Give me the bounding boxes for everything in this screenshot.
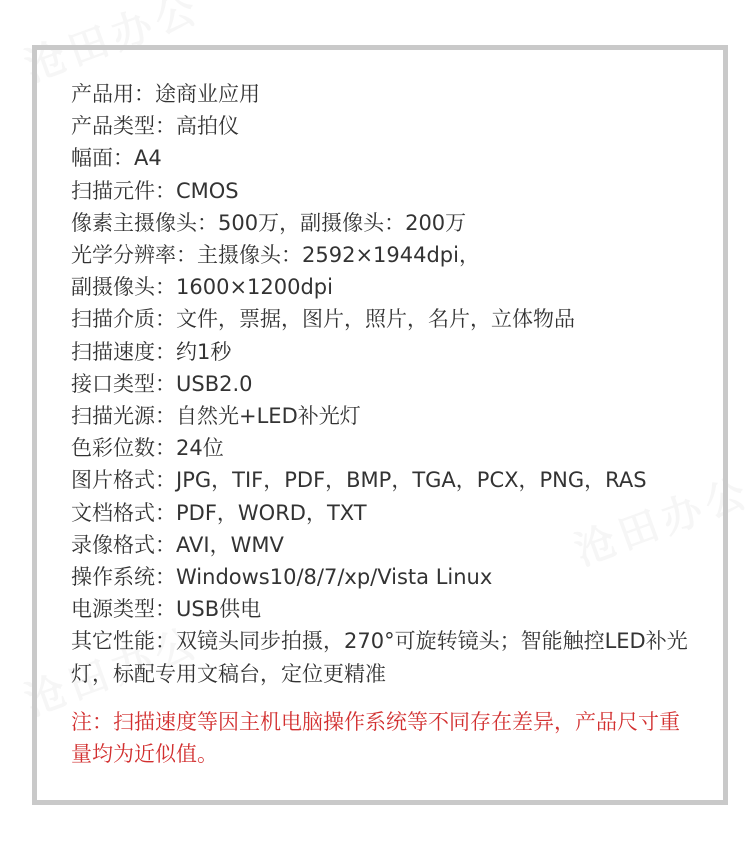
spec-line-document-formats: 文档格式：PDF，WORD，TXT — [71, 500, 367, 525]
spec-line-image-formats: 图片格式：JPG，TIF，PDF，BMP，TGA，PCX，PNG，RAS — [71, 468, 647, 493]
spec-line-optical-resolution: 光学分辨率：主摄像头：2592×1944dpi， — [71, 243, 480, 268]
spec-line-scan-media: 扫描介质：文件，票据，图片，照片，名片，立体物品 — [71, 307, 575, 332]
spec-line-product-type: 产品类型：高拍仪 — [71, 114, 239, 139]
spec-line-usage: 产品用：途商业应用 — [71, 82, 260, 106]
spec-line-video-formats: 录像格式：AVI，WMV — [71, 532, 284, 557]
spec-line-secondary-camera: 副摄像头：1600×1200dpi — [71, 275, 333, 300]
disclaimer-note: 注：扫描速度等因主机电脑操作系统等不同存在差异，产品尺寸重量均为近似值。 — [71, 709, 680, 766]
spec-content — [71, 78, 701, 770]
spec-line-scan-element: 扫描元件：CMOS — [71, 178, 239, 203]
spec-line-light-source: 扫描光源：自然光+LED补光灯 — [71, 404, 361, 429]
spec-line-power: 电源类型：USB供电 — [71, 597, 262, 622]
spec-line-interface: 接口类型：USB2.0 — [71, 371, 253, 396]
spec-line-format: 幅面：A4 — [71, 146, 162, 171]
spec-line-scan-speed: 扫描速度：约1秒 — [71, 339, 232, 364]
spec-line-pixels: 像素主摄像头：500万，副摄像头：200万 — [71, 210, 467, 235]
spec-line-os: 操作系统：Windows10/8/7/xp/Vista Linux — [71, 565, 493, 590]
spec-line-color-depth: 色彩位数：24位 — [71, 436, 224, 461]
spec-line-other-features: 其它性能：双镜头同步拍摄，270°可旋转镜头；智能触控LED补光灯，标配专用文稿台，定位更精准 — [71, 629, 688, 686]
